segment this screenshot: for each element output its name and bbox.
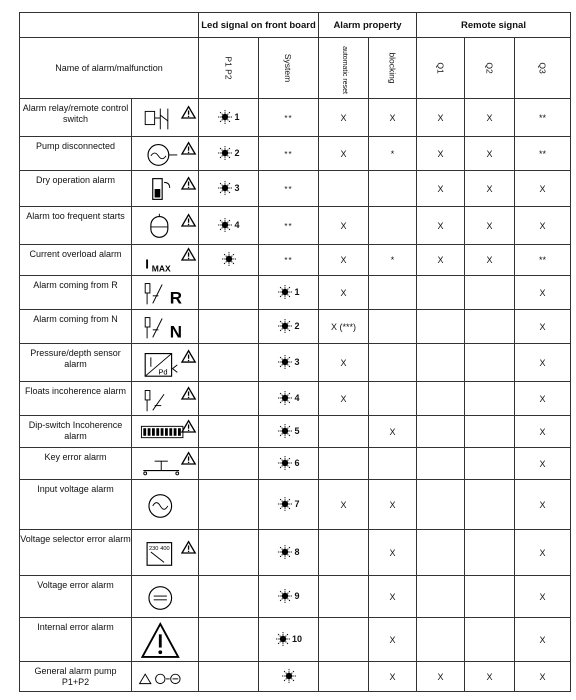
- table-row: [20, 245, 571, 276]
- pump-icon: [132, 137, 199, 171]
- led-signal: [277, 496, 299, 512]
- cell-system: [259, 382, 319, 416]
- cell-blocking: *: [369, 245, 417, 276]
- header-auto-reset: automatic reset: [340, 45, 348, 94]
- alarm-name: Input voltage alarm: [20, 480, 132, 530]
- cell-q2: [465, 576, 515, 618]
- cell-p1p2: [199, 207, 259, 245]
- table-row: [20, 171, 571, 207]
- cell-q2: [465, 530, 515, 576]
- cell-q1: X: [417, 171, 465, 207]
- cell-q3: **: [515, 137, 571, 171]
- float-n-icon: [132, 310, 199, 344]
- cell-blocking: X: [369, 576, 417, 618]
- led-blink-icon: [277, 284, 293, 300]
- led-blink-icon: [277, 544, 293, 560]
- cell-auto-reset: X: [319, 137, 369, 171]
- table-row: [20, 137, 571, 171]
- table-row: [20, 99, 571, 137]
- voltage-selector-icon: [132, 530, 199, 576]
- cell-q3: X: [515, 416, 571, 448]
- cell-blocking: [369, 276, 417, 310]
- cell-q3: X: [515, 310, 571, 344]
- cell-blocking: X: [369, 99, 417, 137]
- cell-p1p2: [199, 618, 259, 662]
- cell-q3: X: [515, 618, 571, 662]
- ac-voltage-icon: [132, 480, 199, 530]
- cell-q2: [465, 618, 515, 662]
- svg-text:R: R: [169, 287, 182, 307]
- cell-auto-reset: X: [319, 382, 369, 416]
- led-signal: [277, 318, 299, 334]
- cell-blocking: [369, 382, 417, 416]
- alarm-name: Floats incoherence alarm: [20, 382, 132, 416]
- cell-q1: [417, 310, 465, 344]
- cell-system: [259, 662, 319, 692]
- cell-q2: [465, 310, 515, 344]
- cell-q2: X: [465, 662, 515, 692]
- led-number: 6: [294, 457, 300, 468]
- header-blank: [20, 13, 199, 38]
- table-row: [20, 618, 571, 662]
- cell-q3: X: [515, 448, 571, 480]
- cell-p1p2: [199, 245, 259, 276]
- table-row: [20, 276, 571, 310]
- dry-run-icon: [132, 171, 199, 207]
- cell-q3: X: [515, 276, 571, 310]
- cell-auto-reset: [319, 448, 369, 480]
- led-blink-icon: [217, 109, 233, 125]
- led-signal: [277, 588, 299, 604]
- header-blocking: blocking: [387, 52, 398, 84]
- cell-auto-reset: [319, 171, 369, 207]
- table-row: [20, 416, 571, 448]
- cell-p1p2: [199, 171, 259, 207]
- header-name: Name of alarm/malfunction: [20, 38, 199, 99]
- cell-q3: X: [515, 576, 571, 618]
- cell-p1p2: [199, 448, 259, 480]
- dc-voltage-icon: [132, 576, 199, 618]
- cell-q3: X: [515, 382, 571, 416]
- cell-q1: X: [417, 137, 465, 171]
- cell-q1: [417, 530, 465, 576]
- svg-text:N: N: [169, 321, 182, 341]
- floats-icon: [132, 382, 199, 416]
- cell-system: [259, 618, 319, 662]
- led-blink-icon: [217, 180, 233, 196]
- cell-system: [259, 344, 319, 382]
- cell-q2: [465, 448, 515, 480]
- alarm-name: Alarm coming from N: [20, 310, 132, 344]
- led-blink-icon: [217, 217, 233, 233]
- led-blink-icon: [277, 455, 293, 471]
- cell-auto-reset: [319, 618, 369, 662]
- led-number: 4: [294, 392, 300, 403]
- alarm-name: Key error alarm: [20, 448, 132, 480]
- alarm-name: Voltage error alarm: [20, 576, 132, 618]
- alarm-name: Alarm relay/remote control switch: [20, 99, 132, 137]
- svg-text:400: 400: [160, 545, 170, 552]
- led-number: 2: [294, 320, 300, 331]
- cell-system: [259, 276, 319, 310]
- led-signal: [277, 423, 299, 439]
- cell-q1: [417, 480, 465, 530]
- table-row: [20, 662, 571, 692]
- cell-auto-reset: [319, 576, 369, 618]
- led-signal: [277, 284, 299, 300]
- group-led: Led signal on front board: [199, 13, 319, 38]
- cell-q1: X: [417, 99, 465, 137]
- cell-p1p2: [199, 662, 259, 692]
- alarm-name: General alarm pump P1+P2: [20, 662, 132, 692]
- cell-q2: [465, 276, 515, 310]
- cell-p1p2: [199, 99, 259, 137]
- cell-q3: X: [515, 207, 571, 245]
- cell-q2: [465, 416, 515, 448]
- alarm-name: Alarm too frequent starts: [20, 207, 132, 245]
- cell-system: [259, 530, 319, 576]
- led-signal: [217, 180, 239, 196]
- cell-q2: [465, 382, 515, 416]
- table-row: [20, 480, 571, 530]
- led-blink-icon: [277, 588, 293, 604]
- alarm-name: Voltage selector error alarm: [20, 530, 132, 576]
- cell-q3: X: [515, 662, 571, 692]
- table-row: [20, 207, 571, 245]
- cell-q2: X: [465, 207, 515, 245]
- led-blink-icon: [217, 145, 233, 161]
- led-number: 1: [234, 111, 240, 122]
- cell-blocking: [369, 171, 417, 207]
- cell-q3: X: [515, 344, 571, 382]
- cell-system: [259, 416, 319, 448]
- cell-auto-reset: X: [319, 344, 369, 382]
- table-row: [20, 576, 571, 618]
- cell-q2: X: [465, 99, 515, 137]
- alarm-name: Dry operation alarm: [20, 171, 132, 207]
- led-number: 10: [291, 633, 302, 644]
- cell-auto-reset: X: [319, 207, 369, 245]
- svg-text:230: 230: [148, 545, 159, 552]
- led-signal: [217, 217, 239, 233]
- led-signal: [217, 109, 239, 125]
- cell-q1: [417, 382, 465, 416]
- warning-triangle-icon: [132, 618, 199, 662]
- cell-system: **: [259, 99, 319, 137]
- svg-text:MAX: MAX: [151, 263, 171, 274]
- led-number: 2: [234, 147, 240, 158]
- group-alarm: Alarm property: [319, 13, 417, 38]
- cell-system: **: [259, 137, 319, 171]
- cell-auto-reset: [319, 530, 369, 576]
- led-blink-icon: [277, 318, 293, 334]
- cell-q1: [417, 416, 465, 448]
- cell-q2: X: [465, 171, 515, 207]
- imax-icon: [132, 245, 199, 276]
- cell-p1p2: [199, 276, 259, 310]
- cell-q1: [417, 618, 465, 662]
- cell-auto-reset: X: [319, 99, 369, 137]
- cell-q1: [417, 344, 465, 382]
- dip-switch-icon: [132, 416, 199, 448]
- led-signal: [275, 631, 302, 647]
- cell-q3: **: [515, 245, 571, 276]
- cell-q2: X: [465, 245, 515, 276]
- header-q3: Q3: [537, 62, 548, 74]
- led-number: 7: [294, 498, 300, 509]
- cell-q1: X: [417, 207, 465, 245]
- led-signal: [277, 354, 299, 370]
- table-row: [20, 310, 571, 344]
- led-number: 9: [294, 590, 300, 601]
- cell-p1p2: [199, 480, 259, 530]
- led-blink-icon: [277, 390, 293, 406]
- cell-auto-reset: X: [319, 245, 369, 276]
- alarm-table: [19, 12, 571, 692]
- alarm-name: Dip-switch Incoherence alarm: [20, 416, 132, 448]
- cell-system: **: [259, 207, 319, 245]
- led-blink-icon: [275, 631, 291, 647]
- header-q2: Q2: [484, 62, 495, 74]
- cell-q2: X: [465, 137, 515, 171]
- cell-system: [259, 448, 319, 480]
- cell-system: [259, 310, 319, 344]
- cell-auto-reset: X: [319, 276, 369, 310]
- cell-q2: [465, 344, 515, 382]
- cell-q1: [417, 276, 465, 310]
- cell-q3: **: [515, 99, 571, 137]
- relay-icon: [132, 99, 199, 137]
- cell-q3: X: [515, 171, 571, 207]
- tank-icon: [132, 207, 199, 245]
- led-signal: [277, 455, 299, 471]
- led-signal: [277, 390, 299, 406]
- header-q1: Q1: [435, 62, 446, 74]
- cell-q1: X: [417, 245, 465, 276]
- general-alarm-icon: [132, 662, 199, 692]
- table-row: [20, 530, 571, 576]
- led-number: 4: [234, 219, 240, 230]
- cell-blocking: [369, 344, 417, 382]
- cell-blocking: X: [369, 416, 417, 448]
- group-remote: Remote signal: [417, 13, 571, 38]
- cell-system: **: [259, 245, 319, 276]
- cell-p1p2: [199, 530, 259, 576]
- cell-system: [259, 576, 319, 618]
- alarm-name: Alarm coming from R: [20, 276, 132, 310]
- led-blink-icon: [277, 423, 293, 439]
- pressure-sensor-icon: [132, 344, 199, 382]
- cell-auto-reset: [319, 662, 369, 692]
- header-p1p2: P1 P2: [223, 56, 234, 80]
- cell-q1: [417, 448, 465, 480]
- cell-blocking: [369, 448, 417, 480]
- cell-auto-reset: X: [319, 480, 369, 530]
- led-number: 1: [294, 286, 300, 297]
- float-r-icon: [132, 276, 199, 310]
- table-row: [20, 448, 571, 480]
- led-blink-icon: [277, 354, 293, 370]
- alarm-name: Pressure/depth sensor alarm: [20, 344, 132, 382]
- led-blink-icon: [281, 668, 297, 684]
- led-number: 3: [234, 182, 240, 193]
- cell-blocking: X: [369, 530, 417, 576]
- cell-p1p2: [199, 344, 259, 382]
- alarm-name: Pump disconnected: [20, 137, 132, 171]
- led-number: 3: [294, 356, 300, 367]
- cell-q3: X: [515, 530, 571, 576]
- cell-p1p2: [199, 382, 259, 416]
- cell-auto-reset: [319, 416, 369, 448]
- cell-p1p2: [199, 137, 259, 171]
- cell-blocking: X: [369, 480, 417, 530]
- cell-blocking: [369, 310, 417, 344]
- cell-blocking: *: [369, 137, 417, 171]
- cell-system: [259, 480, 319, 530]
- cell-q1: X: [417, 662, 465, 692]
- cell-system: **: [259, 171, 319, 207]
- led-blink-icon: [277, 496, 293, 512]
- led-number: 5: [294, 425, 300, 436]
- cell-p1p2: [199, 576, 259, 618]
- led-blink-icon: [221, 251, 237, 267]
- led-signal: [221, 251, 237, 267]
- cell-q3: X: [515, 480, 571, 530]
- svg-text:I: I: [145, 256, 149, 272]
- led-signal: [277, 544, 299, 560]
- cell-q1: [417, 576, 465, 618]
- led-signal: [281, 668, 297, 684]
- alarm-name: Internal error alarm: [20, 618, 132, 662]
- cell-blocking: [369, 207, 417, 245]
- cell-p1p2: [199, 416, 259, 448]
- key-icon: [132, 448, 199, 480]
- cell-blocking: X: [369, 662, 417, 692]
- table-row: [20, 382, 571, 416]
- led-number: 8: [294, 546, 300, 557]
- led-signal: [217, 145, 239, 161]
- cell-p1p2: [199, 310, 259, 344]
- cell-blocking: X: [369, 618, 417, 662]
- table-row: [20, 344, 571, 382]
- cell-q2: [465, 480, 515, 530]
- header-system: System: [283, 53, 294, 83]
- alarm-name: Current overload alarm: [20, 245, 132, 276]
- svg-text:Pd: Pd: [158, 366, 168, 376]
- cell-auto-reset: X (***): [319, 310, 369, 344]
